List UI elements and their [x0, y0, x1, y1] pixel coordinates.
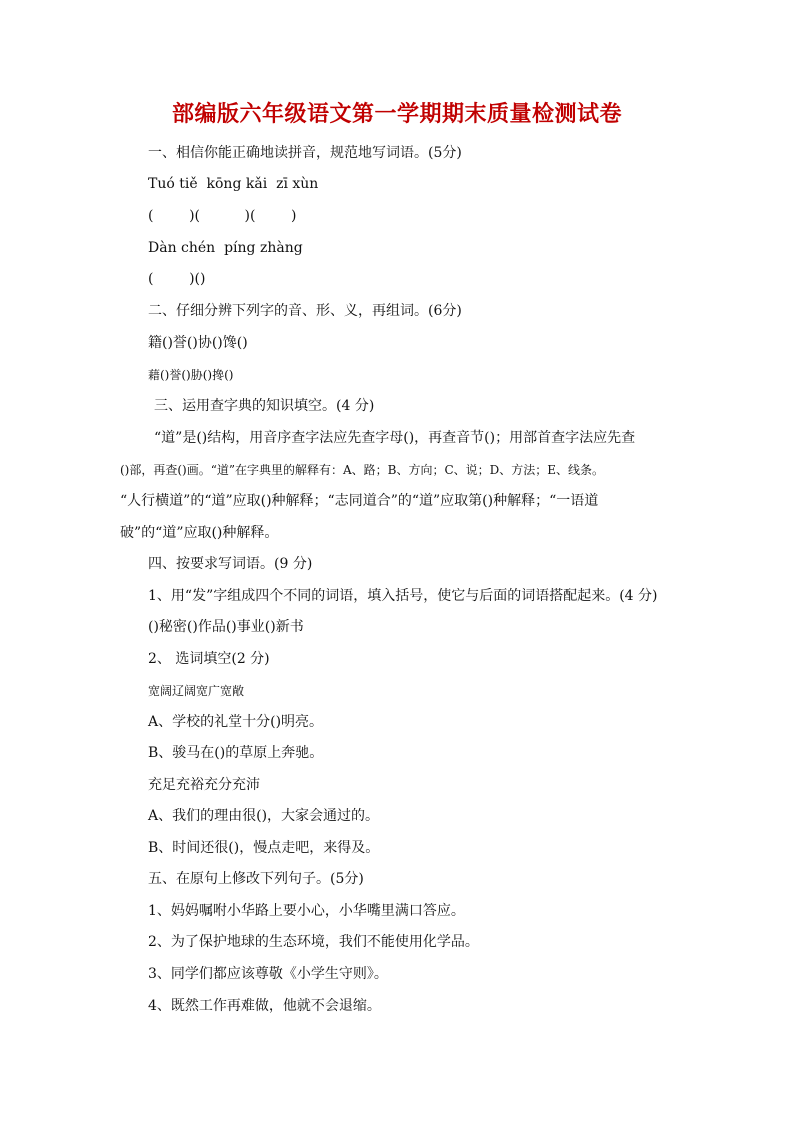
char-group-1: 籍()誉()协()馋() — [148, 335, 248, 351]
sentence-5-4: 4、既然工作再难做，他就不会退缩。 — [148, 998, 381, 1014]
section-3-text-2: ()部，再查()画。“道”在字典里的解释有：A、路；B、方向；C、说；D、方法；E、线条。 — [120, 463, 605, 477]
sentence-4-2-d: B、时间还很()，慢点走吧，来得及。 — [148, 840, 380, 856]
section-2-heading: 二、仔细分辨下列字的音、形、义，再组词。(6分) — [148, 303, 462, 319]
section-3-heading: 三、运用查字典的知识填空。(4 分) — [154, 398, 375, 414]
word-choices-2: 充足充裕充分充沛 — [148, 777, 260, 793]
section-3-text-4: 破”的“道”应取()种解释。 — [120, 525, 279, 541]
page-title: 部编版六年级语文第一学期期末质量检测试卷 — [171, 102, 622, 127]
section-3-text-1: “道”是()结构，用音序查字法应先查字母()，再查音节()；用部首查字法应先查 — [154, 430, 636, 446]
sentence-4-2-c: A、我们的理由很()，大家会通过的。 — [148, 808, 380, 824]
answer-blanks-1: ( )( )( ) — [148, 208, 297, 224]
pinyin-line-2: Dàn chén píng zhàng — [148, 240, 303, 256]
sentence-5-1: 1、妈妈嘱咐小华路上要小心，小华嘴里满口答应。 — [148, 903, 465, 919]
pinyin-line-1: Tuó tiě kōng kǎi zī xùn — [148, 176, 319, 192]
sentence-4-2-b: B、骏马在()的草原上奔驰。 — [148, 745, 324, 761]
section-4-heading: 四、按要求写词语。(9 分) — [148, 556, 313, 572]
section-1-heading: 一、相信你能正确地读拼音，规范地写词语。(5分) — [148, 145, 462, 161]
question-4-1-blanks: ()秘密()作品()事业()新书 — [148, 619, 304, 635]
question-4-1: 1、用“发”字组成四个不同的词语，填入括号，使它与后面的词语搭配起来。(4 分) — [148, 588, 658, 604]
section-3-text-3: “人行横道”的“道”应取()种解释；“志同道合”的“道”应取第()种解释；“一语道 — [120, 493, 599, 509]
question-4-2: 2、 选词填空(2 分) — [148, 651, 270, 667]
answer-blanks-2: ( )() — [148, 271, 206, 287]
sentence-4-2-a: A、学校的礼堂十分()明亮。 — [148, 714, 324, 730]
sentence-5-3: 3、同学们都应该尊敬《小学生守则》。 — [148, 966, 388, 982]
sentence-5-2: 2、为了保护地球的生态环境，我们不能使用化学品。 — [148, 934, 479, 950]
section-5-heading: 五、在原句上修改下列句子。(5分) — [148, 871, 364, 887]
char-group-2: 藉()誉()胁()搀() — [148, 368, 234, 382]
word-choices-1: 宽阔辽阔宽广宽敞 — [148, 684, 245, 698]
